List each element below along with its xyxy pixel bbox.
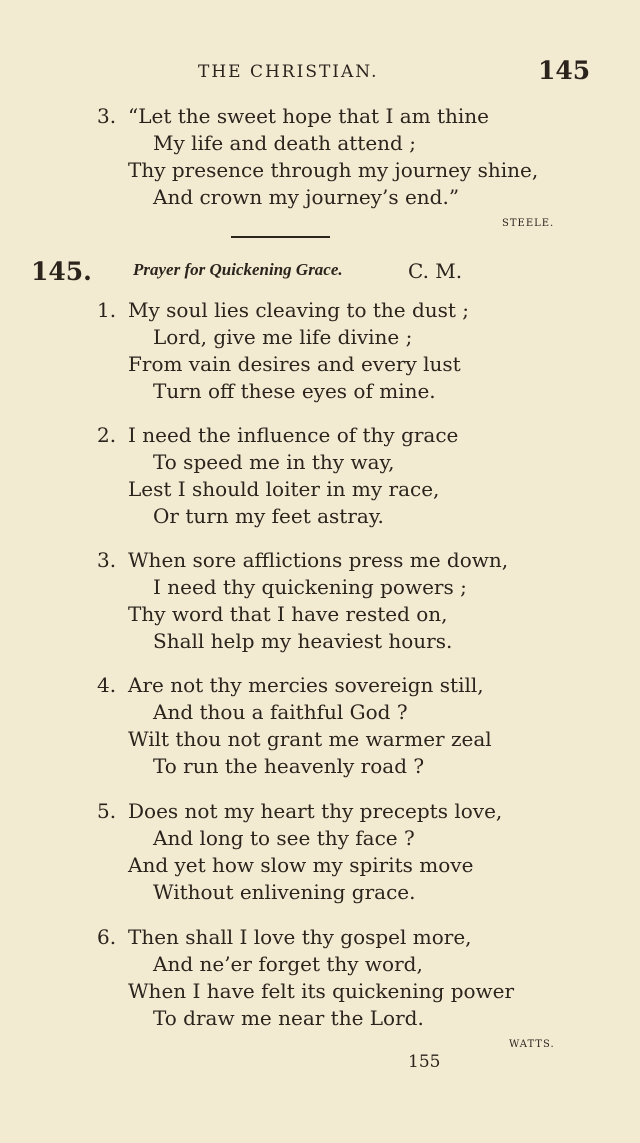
verse-line: To draw me near the Lord. [153, 1006, 424, 1030]
verse-line: I need the influence of thy grace [128, 423, 459, 447]
verse-line: Turn off these eyes of mine. [153, 379, 436, 403]
verse-line: Lord, give me life divine ; [153, 325, 413, 349]
verse-line: Are not thy mercies sovereign still, [128, 673, 484, 697]
verse-number: 4. [97, 673, 117, 697]
hymn-title: Prayer for Quickening Grace. [133, 260, 343, 279]
verse-line: Lest I should loiter in my race, [128, 477, 440, 501]
verse-line: Thy word that I have rested on, [128, 602, 448, 626]
verse-number: 1. [97, 298, 117, 322]
verse-line: And crown my journey’s end.” [153, 185, 460, 209]
verse-line: Does not my heart thy precepts love, [128, 799, 503, 823]
verse-line: Without enlivening grace. [153, 880, 416, 904]
page-folio: 155 [408, 1052, 441, 1072]
running-title: THE CHRISTIAN. [198, 62, 379, 82]
section-divider [231, 236, 330, 238]
verse-line: And thou a faithful God ? [153, 700, 408, 724]
verse-line: My soul lies cleaving to the dust ; [128, 298, 470, 322]
verse-line: Then shall I love thy gospel more, [128, 925, 472, 949]
page-number: 145 [538, 56, 591, 85]
verse-line: “Let the sweet hope that I am thine [128, 104, 489, 128]
verse-line: Or turn my feet astray. [153, 504, 384, 528]
verse-number: 6. [97, 925, 117, 949]
verse-line: And ne’er forget thy word, [153, 952, 423, 976]
verse-number: 2. [97, 423, 117, 447]
verse-number: 3. [97, 104, 117, 128]
verse-line: I need thy quickening powers ; [153, 575, 467, 599]
verse-line: And long to see thy face ? [153, 826, 415, 850]
verse-line: Shall help my heaviest hours. [153, 629, 453, 653]
hymn-number: 145. [31, 257, 92, 286]
verse-line: And yet how slow my spirits move [128, 853, 474, 877]
verse-line: To speed me in thy way, [153, 450, 395, 474]
verse-number: 3. [97, 548, 117, 572]
verse-line: To run the heavenly road ? [153, 754, 425, 778]
verse-line: From vain desires and every lust [128, 352, 461, 376]
verse-line: When sore afflictions press me down, [128, 548, 509, 572]
author-attribution: STEELE. [502, 218, 555, 229]
author-attribution: WATTS. [509, 1039, 555, 1050]
verse-number: 5. [97, 799, 117, 823]
verse-line: When I have felt its quickening power [128, 979, 515, 1003]
verse-line: Wilt thou not grant me warmer zeal [128, 727, 492, 751]
verse-line: Thy presence through my journey shine, [128, 158, 539, 182]
hymn-meter: C. M. [408, 259, 463, 283]
verse-line: My life and death attend ; [153, 131, 416, 155]
